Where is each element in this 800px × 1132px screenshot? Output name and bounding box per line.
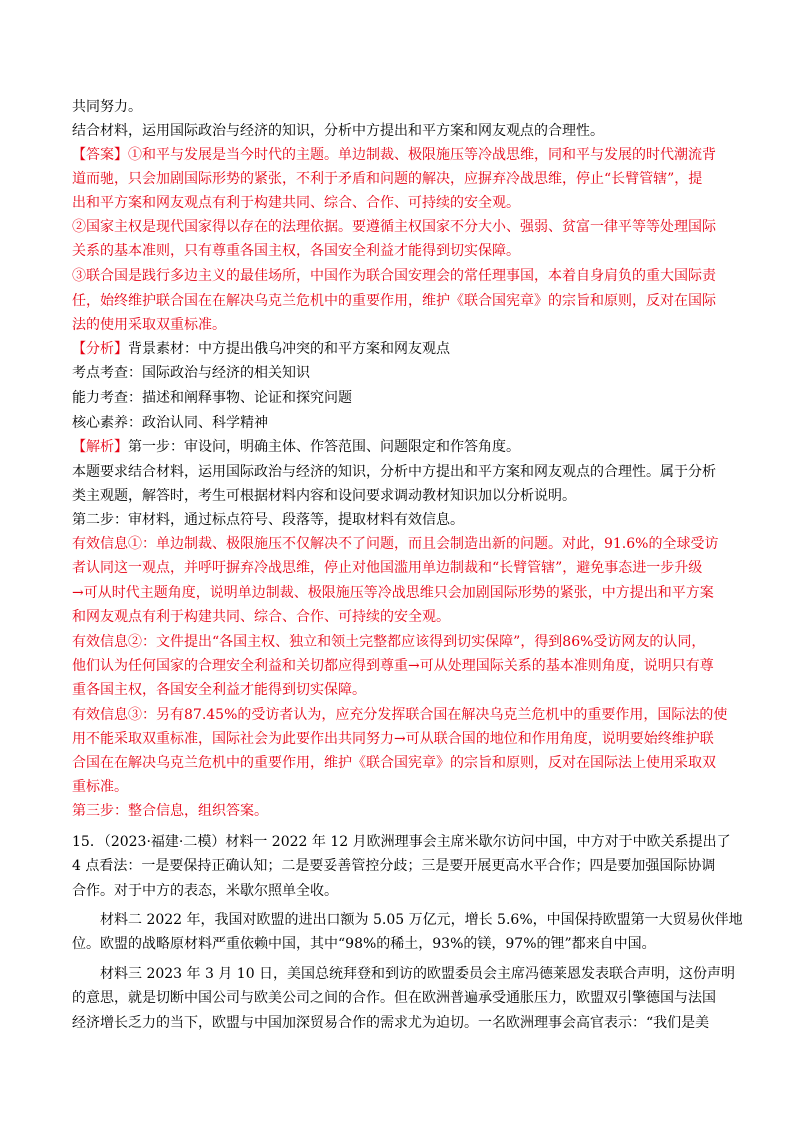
line-text: 有效信息②：文件提出“各国主权、独立和领土完整都应该得到切实保障”，得到86%受访网友的认同， — [72, 634, 706, 650]
line-text: ①和平与发展是当今时代的主题。单边制裁、极限施压等冷战思维，同和平与发展的时代潮流背 — [128, 147, 716, 163]
text-line — [72, 630, 705, 654]
line-text: 4 点看法：一是要保持正确认知；二是要妥善管控分歧；三是要开展更高水平合作；四是要加强国际协调 — [72, 858, 716, 874]
line-text: 材料二 2022 年，我国对欧盟的进出口额为 5.05 万亿元，增长 5.6%，中国保持欧盟第一大贸易伙伴地 — [72, 912, 743, 928]
text-line — [72, 986, 716, 1010]
line-text: 本题要求结合材料，运用国际政治与经济的知识，分析中方提出和平方案和网友观点的合理性。属于分析 — [72, 464, 716, 480]
text-line — [72, 411, 268, 435]
line-text: 第二步：审材料，通过标点符号、段落等，提取材料有效信息。 — [72, 512, 464, 528]
text-line — [72, 508, 464, 532]
line-text: 第一步：审设问，明确主体、作答范围、问题限定和作答角度。 — [128, 439, 520, 455]
text-line — [72, 289, 716, 313]
text-line — [72, 386, 352, 410]
text-line — [72, 119, 604, 143]
line-text: 材料三 2023 年 3 月 10 日，美国总统拜登和到访的欧盟委员会主席冯德莱恩发表联合声明，这份声明 — [72, 966, 736, 982]
text-line — [72, 908, 743, 932]
text-line — [72, 654, 714, 678]
text-line — [72, 361, 310, 385]
line-text: 合国在在解决乌克兰危机中的重要作用，维护《联合国宪章》的宗旨和原则，反对在国际法上使用采取双 — [72, 755, 716, 771]
text-line — [72, 751, 716, 775]
text-line — [72, 313, 226, 337]
text-line — [72, 484, 576, 508]
text-line — [72, 532, 718, 556]
line-text: →可从时代主题角度，说明单边制裁、极限施压等冷战思维只会加剧国际形势的紧张，中方提出和平方案 — [72, 585, 714, 601]
text-line — [72, 143, 716, 167]
line-text: 出和平方案和网友观点有利于构建共同、综合、合作、可持续的安全观。 — [72, 195, 520, 211]
line-text: 者认同这一观点，并呼吁摒弃冷战思维，停止对他国滥用单边制裁和“长臂管辖”，避免事态进一步升级 — [72, 560, 703, 576]
line-text: 用不能采取双重标准，国际社会为此要作出共同努力→可从联合国的地位和作用角度，说明要始终维护联 — [72, 731, 714, 747]
line-text: 的意思，就是切断中国公司与欧美公司之间的合作。但在欧洲普遍承受通胀压力，欧盟双引擎德国与法国 — [72, 990, 716, 1006]
line-text: ②国家主权是现代国家得以存在的法理依据。要遵循主权国家不分大小、强弱、贫富一律平等等处理国际 — [72, 219, 716, 235]
line-text: 重标准。 — [72, 779, 128, 795]
text-line — [72, 932, 656, 956]
line-text: 重各国主权，各国安全利益才能得到切实保障。 — [72, 682, 366, 698]
section-label: 【分析】 — [72, 341, 128, 357]
text-line — [72, 95, 142, 119]
section-label: 【解析】 — [72, 439, 128, 455]
line-text: 核心素养：政治认同、科学精神 — [72, 415, 268, 431]
text-line — [72, 215, 716, 239]
line-text: 第三步：整合信息，组织答案。 — [72, 803, 268, 819]
line-text: 道而驰，只会加剧国际形势的紧张，不利于矛盾和问题的解决，应摒弃冷战思维，停止“长臂管辖”，提 — [72, 171, 703, 187]
text-line — [72, 167, 702, 191]
line-text: 经济增长乏力的当下，欧盟与中国加深贸易合作的需求尤为迫切。一名欧洲理事会高官表示：“我们是美 — [72, 1015, 710, 1031]
text-line — [72, 556, 702, 580]
line-text: 能力考查：描述和阐释事物、论证和探究问题 — [72, 390, 352, 406]
line-text: 共同努力。 — [72, 99, 142, 115]
line-text: 他们认为任何国家的合理安全利益和关切都应得到尊重→可从处理国际关系的基本准则角度，说明只有尊 — [72, 658, 714, 674]
section-label: 【答案】 — [72, 147, 128, 163]
text-line — [72, 775, 128, 799]
text-line — [72, 799, 268, 823]
line-text: 法的使用采取双重标准。 — [72, 317, 226, 333]
line-text: 任，始终维护联合国在在解决乌克兰危机中的重要作用，维护《联合国宪章》的宗旨和原则，反对在国际 — [72, 293, 716, 309]
line-text: 类主观题，解答时，考生可根据材料内容和设问要求调动教材知识加以分析说明。 — [72, 488, 576, 504]
text-line — [72, 879, 338, 903]
text-line — [72, 337, 450, 361]
text-line — [72, 239, 520, 263]
text-line — [72, 703, 727, 727]
line-text: 位。欧盟的战略原材料严重依赖中国，其中“98%的稀土，93%的镁，97%的锂”都来自中国。 — [72, 936, 656, 952]
text-line — [72, 264, 716, 288]
text-line — [72, 962, 735, 986]
text-line — [72, 1011, 709, 1035]
line-text: 结合材料，运用国际政治与经济的知识，分析中方提出和平方案和网友观点的合理性。 — [72, 123, 604, 139]
line-text: 和网友观点有利于构建共同、综合、合作、可持续的安全观。 — [72, 609, 450, 625]
line-text: 考点考查：国际政治与经济的相关知识 — [72, 365, 310, 381]
text-line — [72, 727, 714, 751]
text-line — [72, 460, 716, 484]
line-text: 有效信息①：单边制裁、极限施压不仅解决不了问题，而且会制造出新的问题。对此，91.6%的全球受访 — [72, 536, 719, 552]
text-line — [72, 435, 520, 459]
line-text: 15．（2023·福建·二模）材料一 2022 年 12 月欧洲理事会主席米歇尔访问中国，中方对于中欧关系提出了 — [72, 834, 731, 850]
text-line — [72, 678, 366, 702]
line-text: 有效信息③：另有87.45%的受访者认为，应充分发挥联合国在解决乌克兰危机中的重要作用，国际法的使 — [72, 707, 728, 723]
line-text: 关系的基本准则，只有尊重各国主权，各国安全利益才能得到切实保障。 — [72, 243, 520, 259]
text-line — [72, 581, 714, 605]
line-text: 合作。对于中方的表态，米歇尔照单全收。 — [72, 883, 338, 899]
text-line — [72, 854, 715, 878]
text-line — [72, 605, 450, 629]
text-line — [72, 830, 731, 854]
line-text: ③联合国是践行多边主义的最佳场所，中国作为联合国安理会的常任理事国，本着自身肩负的重大国际责 — [72, 268, 716, 284]
text-line — [72, 191, 520, 215]
line-text: 背景素材：中方提出俄乌冲突的和平方案和网友观点 — [128, 341, 450, 357]
